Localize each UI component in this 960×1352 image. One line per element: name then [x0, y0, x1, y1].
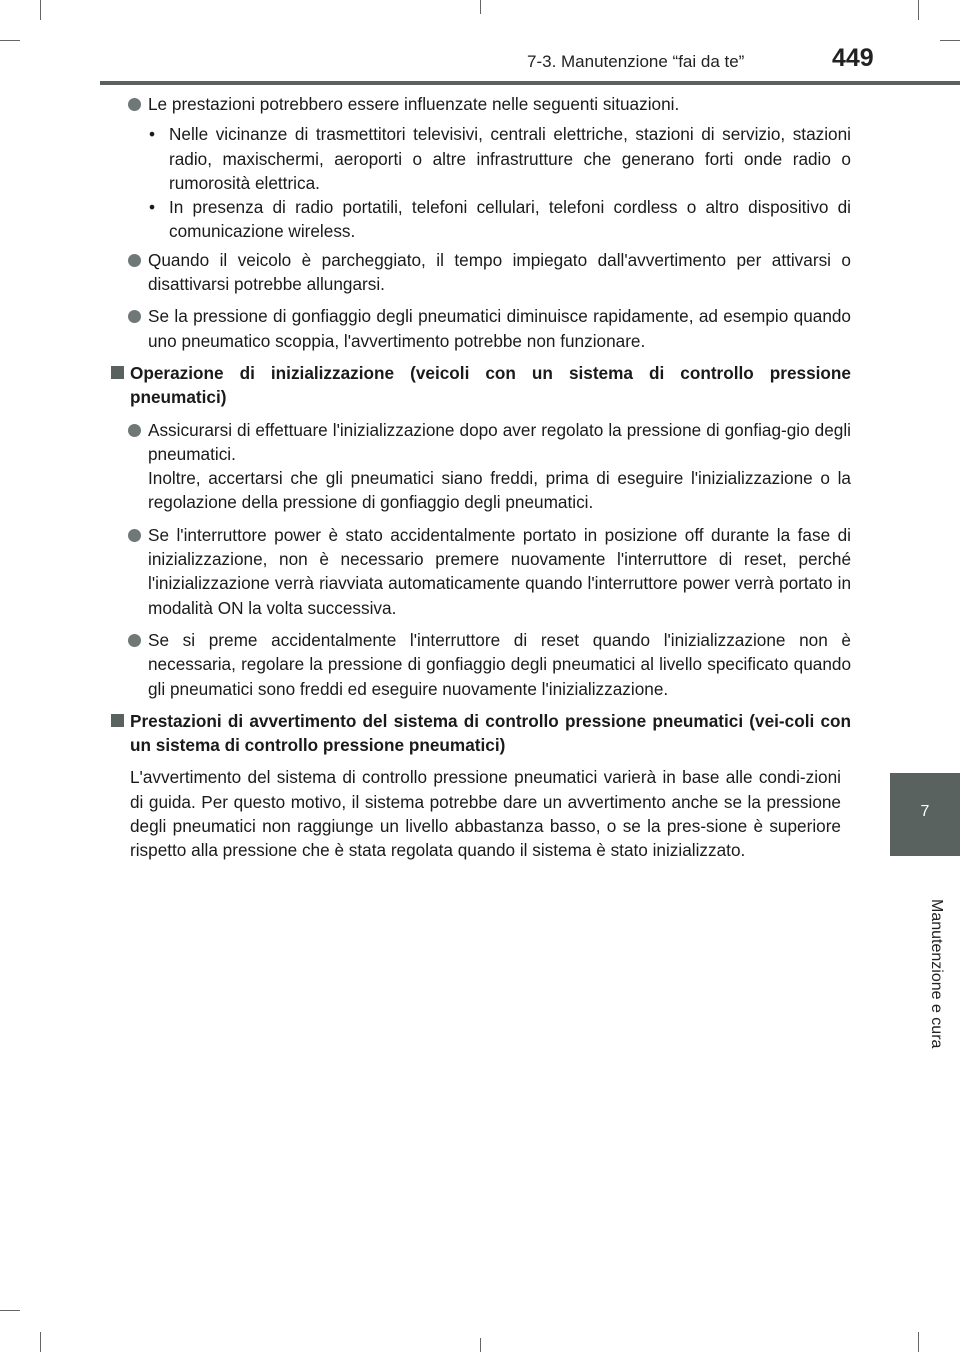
sub-list-item-text: In presenza di radio portatili, telefoni cellulari, telefoni cordless o altro dispositivo di comunicazione wireless.: [169, 197, 851, 242]
chapter-number: 7: [920, 803, 930, 820]
crop-mark: [918, 0, 919, 20]
list-item-text: Assicurarsi di effettuare l'inizializzazione dopo aver regolato la pressione di gonfiag-gio degli pneumatici.: [148, 419, 851, 464]
crop-mark: [480, 0, 481, 14]
body-paragraph: L'avvertimento del sistema di controllo pressione pneumatici varierà in base alle condi-zioni di guida. Per questo motivo, il sistema potrebbe dare un avvertimento anche se la pressione degli pneumatici non raggiunge un livello abbastanza basso, o se la pres-sione è superiore rispetto alla pressione che è stata regolata quando il sistema è stato inizializzato.: [130, 767, 841, 861]
dot-marker: •: [149, 197, 156, 218]
section-title: 7-3. Manutenzione “fai da te”: [527, 52, 745, 71]
list-item: [111, 628, 851, 701]
header-rule: [100, 81, 960, 85]
page-number: 449: [832, 44, 874, 72]
crop-mark: [40, 1332, 41, 1352]
round-bullet-icon: [128, 98, 141, 111]
list-item-text: Le prestazioni potrebbero essere influenzate nelle seguenti situazioni.: [148, 94, 680, 114]
page-content: [111, 92, 851, 863]
section-heading-text: Operazione di inizializzazione (veicoli con un sistema di controllo pressione pneumatici): [130, 362, 851, 408]
list-item: [111, 418, 851, 515]
dot-marker: •: [149, 124, 156, 145]
chapter-tab: [890, 773, 960, 856]
sub-list-item: [148, 122, 851, 195]
sub-list: [148, 122, 851, 243]
round-bullet-icon: [128, 310, 141, 323]
chapter-label: Manutenzione e cura: [928, 899, 945, 1049]
round-bullet-icon: [128, 424, 141, 437]
list-item-text: Se la pressione di gonfiaggio degli pneumatici diminuisce rapidamente, ad esempio quando uno pneumatico scoppia, l'avvertimento potrebbe non funzionare.: [148, 306, 851, 351]
section-heading: [111, 709, 851, 758]
list-item: [111, 523, 851, 620]
section-heading: [111, 361, 851, 410]
crop-mark: [940, 40, 960, 41]
crop-mark: [0, 40, 20, 41]
list-item: [111, 248, 851, 297]
section-heading-text: Prestazioni di avvertimento del sistema di controllo pressione pneumatici (vei-coli con un sistema di controllo pressione pneumatici): [130, 710, 851, 756]
square-bullet-icon: [111, 714, 124, 727]
square-bullet-icon: [111, 366, 124, 379]
list-item-text: Quando il veicolo è parcheggiato, il tempo impiegato dall'avvertimento per attivarsi o disattivarsi potrebbe allungarsi.: [148, 249, 851, 295]
list-item: [111, 304, 851, 353]
round-bullet-icon: [128, 254, 141, 267]
sub-list-item-text: Nelle vicinanze di trasmettitori televisivi, centrali elettriche, stazioni di servizio, stazioni radio, maxischermi, aeroporti o altre infrastrutture che generano forti onde radio o rumorosità elettrica.: [169, 124, 851, 193]
list-item-text: Se si preme accidentalmente l'interruttore di reset quando l'inizializzazione non è necessaria, regolare la pressione di gonfiaggio degli pneumatici al livello specificato quando gli pneumatici sono freddi ed eseguire nuovamente l'inizializzazione.: [148, 629, 851, 699]
crop-mark: [480, 1338, 481, 1352]
crop-mark: [40, 0, 41, 20]
list-item: [111, 92, 851, 116]
sub-list-item: [148, 195, 851, 244]
list-item-text: Inoltre, accertarsi che gli pneumatici siano freddi, prima di eseguire l'inizializzazione o la regolazione della pressione di gonfiaggio degli pneumatici.: [148, 468, 851, 513]
round-bullet-icon: [128, 529, 141, 542]
crop-mark: [0, 1310, 20, 1311]
list-item-text: Se l'interruttore power è stato accidentalmente portato in posizione off durante la fase di inizializzazione, non è necessario premere nuovamente l'interruttore di reset, perché l'inizializzazione verrà riavviata automaticamente quando l'interruttore power verrà portato in modalità ON la volta successiva.: [148, 524, 851, 618]
crop-mark: [918, 1332, 919, 1352]
round-bullet-icon: [128, 634, 141, 647]
